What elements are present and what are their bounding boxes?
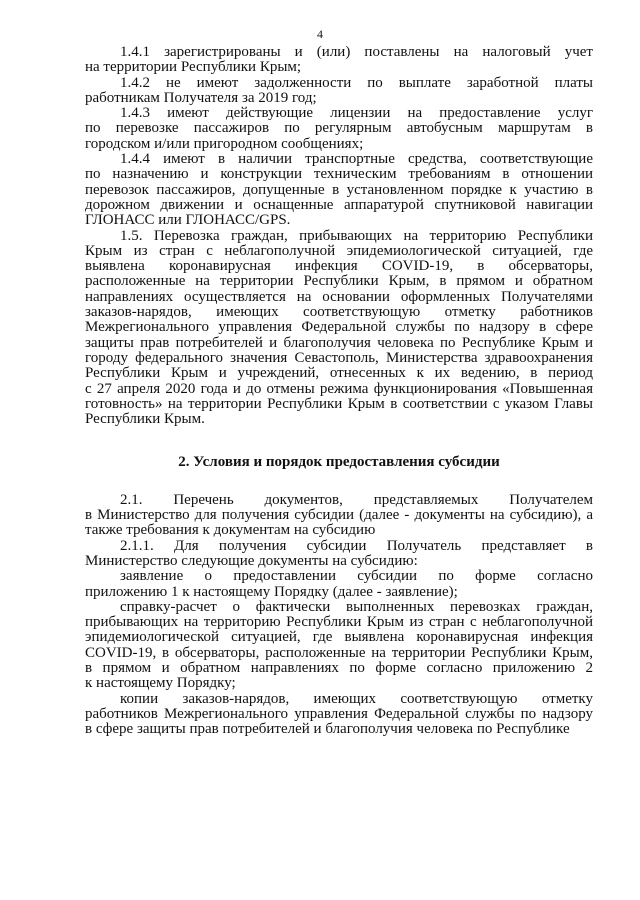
page-number: 4 (317, 27, 323, 41)
paragraph-2-1-1 (85, 539, 593, 570)
text-line: справку-расчет о фактически выполненных перевозках граждан, (120, 598, 593, 615)
text-line: копии заказов-нарядов, имеющих соответствующую отметку (120, 690, 593, 707)
text-line: 1.5. Перевозка граждан, прибывающих на территорию Республики (120, 227, 593, 244)
text-line: 1.4.1 зарегистрированы и (или) поставлены на налоговый учет (120, 44, 593, 60)
text-line: 2.1.1. Для получения субсидии Получатель представляет в (120, 537, 593, 554)
paragraph-1-4-3 (85, 106, 593, 152)
text-line: Крым из стран с неблагополучной эпидемиологической ситуацией, где (85, 242, 593, 259)
text-line: по перевозке пассажиров по регулярным автобусным маршрутам в (85, 120, 593, 137)
text-line: ГЛОНАСС или ГЛОНАСС/GPS. (85, 212, 291, 229)
paragraph-1-5 (85, 229, 593, 428)
text-line: городском и/или пригородном сообщениях; (85, 135, 364, 152)
paragraph-2-1 (85, 493, 593, 539)
text-line: городу федерального значения Севастополь, Министерства здравоохранения (85, 349, 593, 366)
text-line: заказов-нарядов, имеющих соответствующую отметку работников (85, 304, 593, 321)
text-line: перевозок пассажиров, допущенные в установленном порядке к участию в (85, 181, 593, 198)
section-heading: 2. Условия и порядок предоставления субсидии (178, 454, 500, 471)
list-item-certificate (85, 600, 593, 692)
text-line: выявлена коронавирусная инфекция COVID-19, в обсерваторы, (85, 258, 593, 275)
paragraph-1-4-1 (85, 45, 593, 76)
text-line: с 27 апреля 2020 года и до отмены режима функционирования «Повышенная (85, 380, 593, 397)
text-line: в Министерство для получения субсидии (далее - документы на субсидию), а (85, 507, 593, 524)
list-item-application (85, 569, 593, 600)
text-line: на территории Республики Крым; (85, 59, 302, 76)
text-line: расположенные на территории Республики Крым, в прямом и обратном (85, 273, 593, 290)
text-line: дорожном движении и оснащенные аппаратурой спутниковой навигации (85, 196, 593, 213)
document-body (85, 45, 593, 737)
text-line: 1.4.4 имеют в наличии транспортные средства, соответствующие (120, 151, 593, 168)
text-line: в прямом и обратном направлениях по форме согласно приложению 2 (85, 659, 593, 676)
text-line: приложению 1 к настоящему Порядку (далее - заявление); (85, 583, 458, 600)
text-line: 2.1. Перечень документов, представляемых Получателем (120, 491, 593, 508)
text-line: 1.4.3 имеют действующие лицензии на предоставление услуг (120, 105, 593, 122)
paragraph-1-4-4 (85, 152, 593, 228)
list-item-copies (85, 692, 593, 738)
text-line: также требования к документам на субсидию (85, 522, 376, 539)
text-line: в сфере защиты прав потребителей и благополучия человека по Республике (85, 721, 570, 738)
text-line: защиты прав потребителей и благополучия человека по Республике Крым и (85, 334, 593, 351)
text-line: прибывающих на территорию Республики Крым из стран с неблагополучной (85, 614, 593, 631)
text-line: по назначению и конструкции техническим требованиям в отношении (85, 166, 593, 183)
text-line: Министерство следующие документы на субсидию: (85, 552, 418, 569)
text-line: направлениях осуществляется на основании оформленных Получателями (85, 288, 593, 305)
text-line: Республики Крым. (85, 411, 205, 428)
text-line: заявление о предоставлении субсидии по форме согласно (120, 568, 593, 585)
text-line: эпидемиологической ситуацией, где выявлена коронавирусная инфекция (85, 629, 593, 646)
text-line: работникам Получателя за 2019 год; (85, 89, 317, 106)
paragraph-1-4-2 (85, 76, 593, 107)
text-line: 1.4.2 не имеют задолженности по выплате заработной платы (120, 74, 593, 91)
text-line: Межрегионального управления Федеральной службы по надзору в сфере (85, 319, 593, 336)
text-line: к настоящему Порядку; (85, 675, 236, 692)
text-line: COVID-19, в обсерваторы, расположенные на территории Республики Крым, (85, 644, 593, 661)
text-line: готовность» на территории Республики Крым в соответствии с указом Главы (85, 395, 593, 412)
text-line: Республики Крым и учреждений, отнесенных к их ведению, в период (85, 365, 593, 382)
text-line: работников Межрегионального управления Федеральной службы по надзору (85, 705, 593, 722)
